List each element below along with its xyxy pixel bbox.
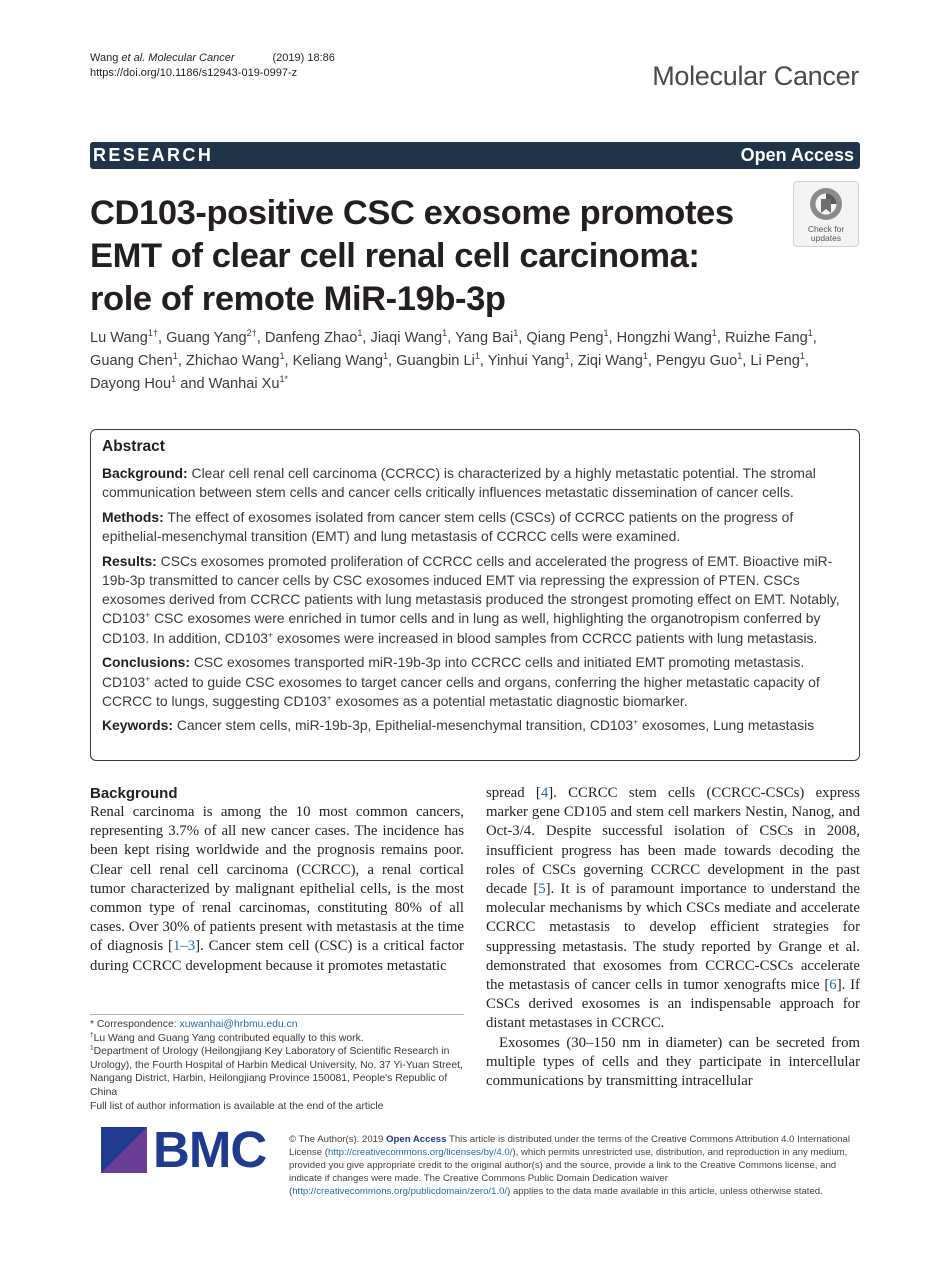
author-affiliation-mark: 1 bbox=[172, 351, 178, 362]
author-name[interactable]: Lu Wang bbox=[90, 330, 148, 346]
citation-link[interactable]: 6 bbox=[829, 977, 837, 994]
article-type-label: RESEARCH bbox=[93, 145, 214, 165]
citation-journal: et al. Molecular Cancer bbox=[121, 52, 235, 64]
author-affiliation-mark: 1 bbox=[642, 351, 648, 362]
author-name[interactable]: Danfeng Zhao bbox=[264, 330, 358, 346]
author-name[interactable]: Li Peng bbox=[750, 353, 800, 369]
author-affiliation-mark: 1* bbox=[279, 374, 289, 385]
article-type-banner bbox=[90, 142, 860, 169]
abstract-heading: Abstract bbox=[102, 438, 165, 455]
body-paragraph: spread [4]. CCRCC stem cells (CCRCC-CSCs) express marker gene CD105 and stem cell markers Nestin, Nanog, and Oct-3/4. Despite successful isolation of CSCs in 2008, insufficient progress has been made towards decoding the roles of CSCs governing CCRCC development in the past decade [5]. It is of paramount importance to understand the molecular mechanisms by which CSCs mediate and accelerate CCRCC metastasis to develop efficient strategies for suppressing metastasis. The study reported by Grange et al. demonstrated that exosomes from CCRCC-CSCs accelerate the metastasis of cancer cells in tumor xenografts mice [6]. If CSCs derived exosomes is an indispensable approach for distant metastases in CCRCC. bbox=[486, 785, 860, 1032]
body-column-right bbox=[486, 784, 860, 1091]
citation-link[interactable]: 1–3 bbox=[172, 938, 196, 955]
author-name[interactable]: Ruizhe Fang bbox=[724, 330, 808, 346]
body-column-left bbox=[90, 784, 464, 976]
author-name[interactable]: Keliang Wang bbox=[292, 353, 383, 369]
author-affiliation-mark: 1 bbox=[442, 328, 448, 339]
author-name[interactable]: Zhichao Wang bbox=[185, 353, 280, 369]
running-header bbox=[90, 51, 335, 81]
author-affiliation-mark: 1 bbox=[171, 374, 177, 385]
author-affiliation-mark: 1 bbox=[382, 351, 389, 362]
bmc-logo bbox=[101, 1121, 271, 1178]
author-name[interactable]: Hongzhi Wang bbox=[616, 330, 712, 346]
author-name[interactable]: Dayong Hou bbox=[90, 376, 172, 392]
body-paragraph: Exosomes (30–150 nm in diameter) can be secreted from multiple types of cells and they participate in intercellular communications by transmitting intracellular bbox=[486, 1034, 860, 1090]
author-affiliation-mark: 2† bbox=[246, 328, 257, 339]
bmc-logo-mark-icon bbox=[101, 1127, 147, 1173]
author-name[interactable]: Jiaqi Wang bbox=[370, 330, 443, 346]
equal-contribution-note: †Lu Wang and Guang Yang contributed equally to this work. bbox=[90, 1031, 364, 1044]
author-name[interactable]: Yang Bai bbox=[455, 330, 514, 346]
cc-by-license-link[interactable]: http://creativecommons.org/licenses/by/4.0/ bbox=[327, 1147, 513, 1158]
author-affiliation-mark: 1 bbox=[474, 351, 480, 362]
license-statement: © The Author(s). 2019 Open Access This article is distributed under the terms of the Creative Commons Attribution 4.0 International License (http://creativecommons.org/licenses/by/4.0/), which permits unrestricted use, distribution, and reproduction in any medium, provided you give appropriate credit to the original author(s) and the source, provide a link to the Creative Commons license, and indicate if changes were made. The Creative Commons Public Domain Dedication waiver (http://creativecommons.org/publicdomain/zero/1.0/) applies to the data made available in this article, unless otherwise stated. bbox=[289, 1134, 850, 1197]
footnote-divider bbox=[90, 1014, 464, 1015]
abstract-conclusions: Conclusions: CSC exosomes transported miR-19b-3p into CCRCC cells and initiated EMT promoting metastasis. CD103+ acted to guide CSC exosomes to target cancer cells and organs, conferring the higher metastatic capacity of CCRCC to lungs, suggesting CD103+ exosomes as a potential metastatic diagnostic biomarker. bbox=[102, 654, 820, 709]
author-affiliation-mark: 1 bbox=[279, 351, 285, 362]
author-name[interactable]: Qiang Peng bbox=[526, 330, 604, 346]
citation-link[interactable]: 5 bbox=[538, 881, 546, 898]
journal-name: Molecular Cancer bbox=[652, 61, 859, 91]
check-for-updates-button[interactable] bbox=[793, 181, 859, 247]
footnotes bbox=[90, 1018, 464, 1113]
author-affiliation-mark: 1 bbox=[807, 328, 813, 339]
citation-line bbox=[90, 51, 335, 66]
author-name[interactable]: Yinhui Yang bbox=[487, 353, 565, 369]
check-for-updates-icon bbox=[808, 186, 844, 222]
body-paragraph: Renal carcinoma is among the 10 most common cancers, representing 3.7% of all new cancer cases. The incidence has been kept rising worldwide and the prognosis remains poor. Clear cell renal cell carcinoma (CCRCC), a renal cortical tumor characterized by malignant epithelial cells, is the most common type of renal carcinomas, constituting 80% of all cases. Over 30% of patients present with metastasis at the time of diagnosis [1–3]. Cancer stem cell (CSC) is a critical factor during CCRCC development because it promotes metastatic bbox=[90, 804, 464, 974]
author-name[interactable]: Guang Chen bbox=[90, 353, 173, 369]
author-affiliation-mark: 1 bbox=[603, 328, 609, 339]
doi-link[interactable]: https://doi.org/10.1186/s12943-019-0997-z bbox=[90, 67, 298, 79]
author-affiliation-mark: 1† bbox=[147, 328, 158, 339]
author-list: Lu Wang$^{1\dagger}$, Guang Yang$^{2\dagger}$, Danfeng Zhao$^1$, Jiaqi Wang$^1$, Yang Bai$^1$, Qiang Peng$^1$, Hongzhi Wang$^1$, Ruizhe Fang$^1$, Guang Chen$^1$, Zhichao Wang$^1$, Keliang Wang$^1$, Guangbin Li$^1$, Yinhui Yang$^1$, Ziqi Wang$^1$, Pengyu Guo$^1$, Li Peng$^1$, Dayong Hou$^1$ and Wanhai $Xu^{1*}$ bbox=[90, 328, 817, 392]
citation-link[interactable]: 4 bbox=[540, 785, 549, 801]
author-affiliation-mark: 1 bbox=[357, 328, 363, 339]
abstract-box bbox=[90, 429, 860, 761]
author-affiliation-mark: 1 bbox=[513, 328, 519, 339]
cc0-waiver-link[interactable]: http://creativecommons.org/publicdomain/zero/1.0/ bbox=[292, 1186, 508, 1197]
author-name[interactable]: Guangbin Li bbox=[396, 353, 475, 369]
open-access-label: Open Access bbox=[740, 145, 854, 165]
abstract-keywords: Keywords: Cancer stem cells, miR-19b-3p, Epithelial-mesenchymal transition, CD103+ exosomes, Lung metastasis bbox=[102, 716, 815, 734]
citation-authors: Wang bbox=[90, 52, 122, 64]
article-title: CD103-positive CSC exosome promotes EMT of clear cell renal cell carcinoma: role of remote MiR-19b-3p bbox=[90, 194, 734, 318]
abstract-results: Results: CSCs exosomes promoted proliferation of CCRCC cells and accelerated the progress of EMT. Bioactive miR-19b-3p transmitted to cancer cells by CSC exosomes induced EMT via repressing the expression of PTEN. CSCs exosomes derived from CCRCC patients with lung metastasis produced the strongest promoting effect on EMT. Notably, CD103+ CSC exosomes were enriched in tumor cells and in lung as well, highlighting the organotropism conferred by CD103. In addition, CD103+ exosomes were increased in blood samples from CCRCC patients with lung metastasis. bbox=[102, 552, 840, 646]
author-name[interactable]: Guang Yang bbox=[166, 330, 247, 346]
section-heading-background: Background bbox=[90, 785, 178, 802]
author-name[interactable]: Ziqi Wang bbox=[577, 353, 643, 369]
author-name[interactable]: Pengyu Guo bbox=[656, 353, 738, 369]
author-name[interactable]: Wanhai Xu bbox=[208, 376, 280, 392]
abstract-methods: Methods: The effect of exosomes isolated from cancer stem cells (CSCs) of CCRCC patients on the progress of epithelial-mesenchymal transition (EMT) and lung metastasis of CCRCC cells were examined. bbox=[102, 508, 794, 545]
author-affiliation-mark: 1 bbox=[737, 351, 743, 362]
full-author-info-note: Full list of author information is available at the end of the article bbox=[90, 1100, 384, 1112]
author-affiliation-mark: 1 bbox=[711, 328, 717, 339]
correspondence-email-link[interactable]: xuwanhai@hrbmu.edu.cn bbox=[179, 1019, 298, 1030]
citation-year: (2019) 18:86 bbox=[272, 52, 335, 64]
abstract-background: Background: Clear cell renal cell carcinoma (CCRCC) is characterized by a highly metastatic potential. The stromal communication between stem cells and cancer cells critically influences metastatic dissemination of cancer cells. bbox=[102, 465, 816, 501]
author-affiliation-mark: 1 bbox=[564, 351, 570, 362]
check-for-updates-text: Check for updates bbox=[807, 224, 845, 243]
bmc-logo-text: BMC bbox=[153, 1121, 267, 1178]
affiliation-note: $^1$Department of Urology (Heilongjiang Key Laboratory of Scientific Research in Urology), the Fourth Hospital of Harbin Medical University, No. 37 Yi-Yuan Street, Nangang District, Harbin, Heilongjiang Province 150081, People's Republic of China bbox=[90, 1044, 463, 1098]
author-affiliation-mark: 1 bbox=[799, 351, 805, 362]
correspondence-note: * Correspondence: xuwanhai@hrbmu.edu.cn bbox=[90, 1019, 298, 1030]
